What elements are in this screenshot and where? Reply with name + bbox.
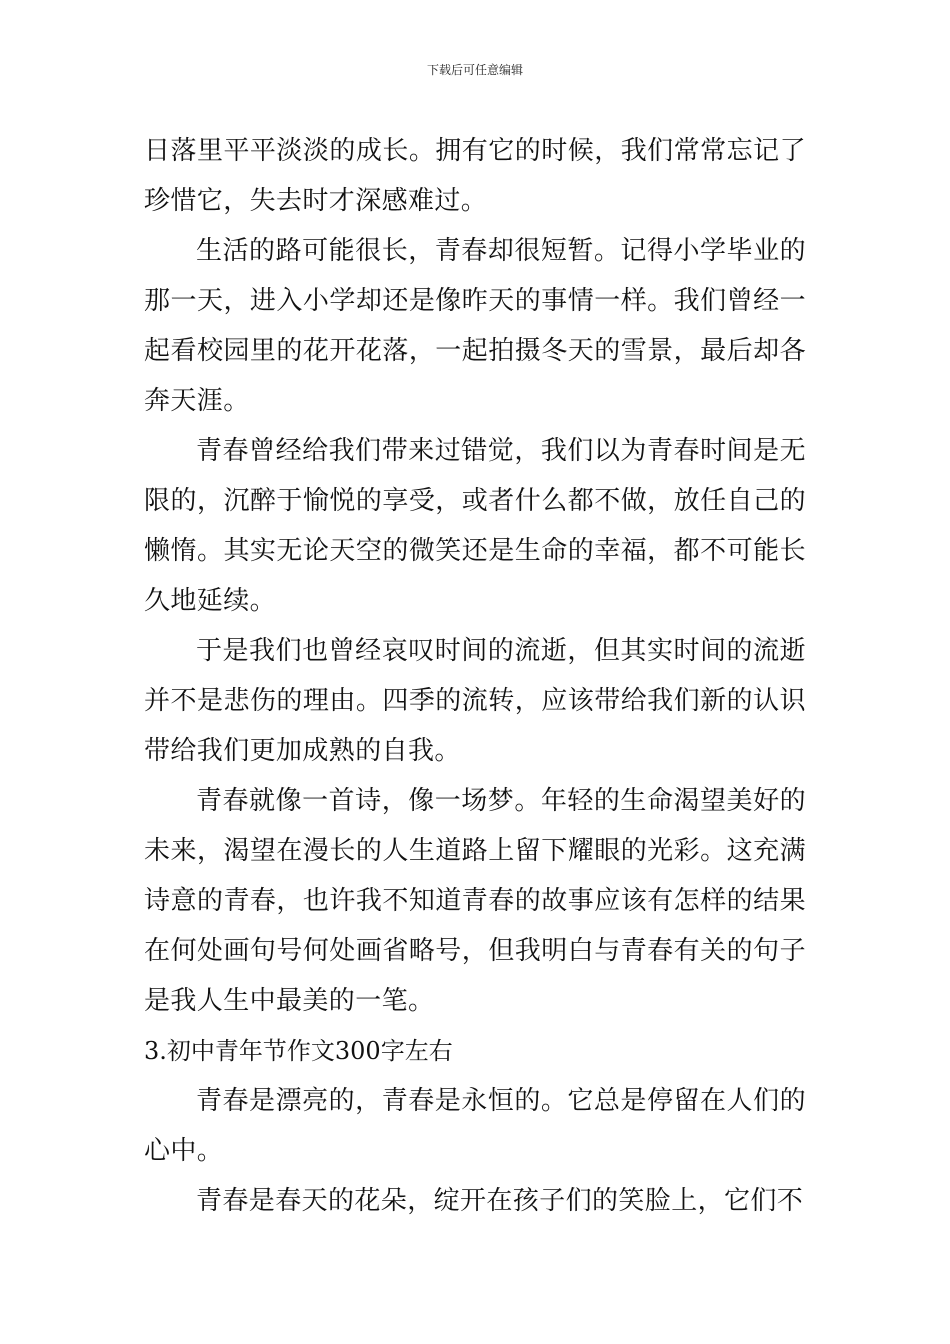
section-heading: 3.初中青年节作文300字左右 — [144, 1037, 453, 1065]
paragraph-illusion: 青春曾经给我们带来过错觉，我们以为青春时间是无限的，沉醉于愉悦的享受，或者什么都不做，放任自己的懒惰。其实无论天空的微笑还是生命的幸福，都不可能长久地延续。 — [144, 436, 806, 616]
document-body — [144, 126, 806, 1226]
paragraph-life-road: 生活的路可能很长，青春却很短暂。记得小学毕业的那一天，进入小学却还是像昨天的事情一样。我们曾经一起看校园里的花开花落，一起拍摄冬天的雪景，最后却各奔天涯。 — [144, 236, 806, 416]
paragraph-time-passing: 于是我们也曾经哀叹时间的流逝，但其实时间的流逝并不是悲伤的理由。四季的流转，应该带给我们新的认识带给我们更加成熟的自我。 — [144, 636, 806, 766]
paragraph-youth-poem: 青春就像一首诗，像一场梦。年轻的生命渴望美好的未来，渴望在漫长的人生道路上留下耀眼的光彩。这充满诗意的青春，也许我不知道青春的故事应该有怎样的结果在何处画句号何处画省略号，但我明白与青春有关的句子是我人生中最美的一笔。 — [144, 786, 806, 1016]
paragraph-spring-flowers: 青春是春天的花朵，绽开在孩子们的笑脸上，它们不 — [196, 1186, 804, 1216]
page-header: 下载后可任意编辑 — [426, 63, 523, 77]
paragraph-continuation: 日落里平平淡淡的成长。拥有它的时候，我们常常忘记了珍惜它，失去时才深感难过。 — [144, 136, 806, 216]
paragraph-youth-beautiful: 青春是漂亮的，青春是永恒的。它总是停留在人们的心中。 — [144, 1086, 806, 1166]
